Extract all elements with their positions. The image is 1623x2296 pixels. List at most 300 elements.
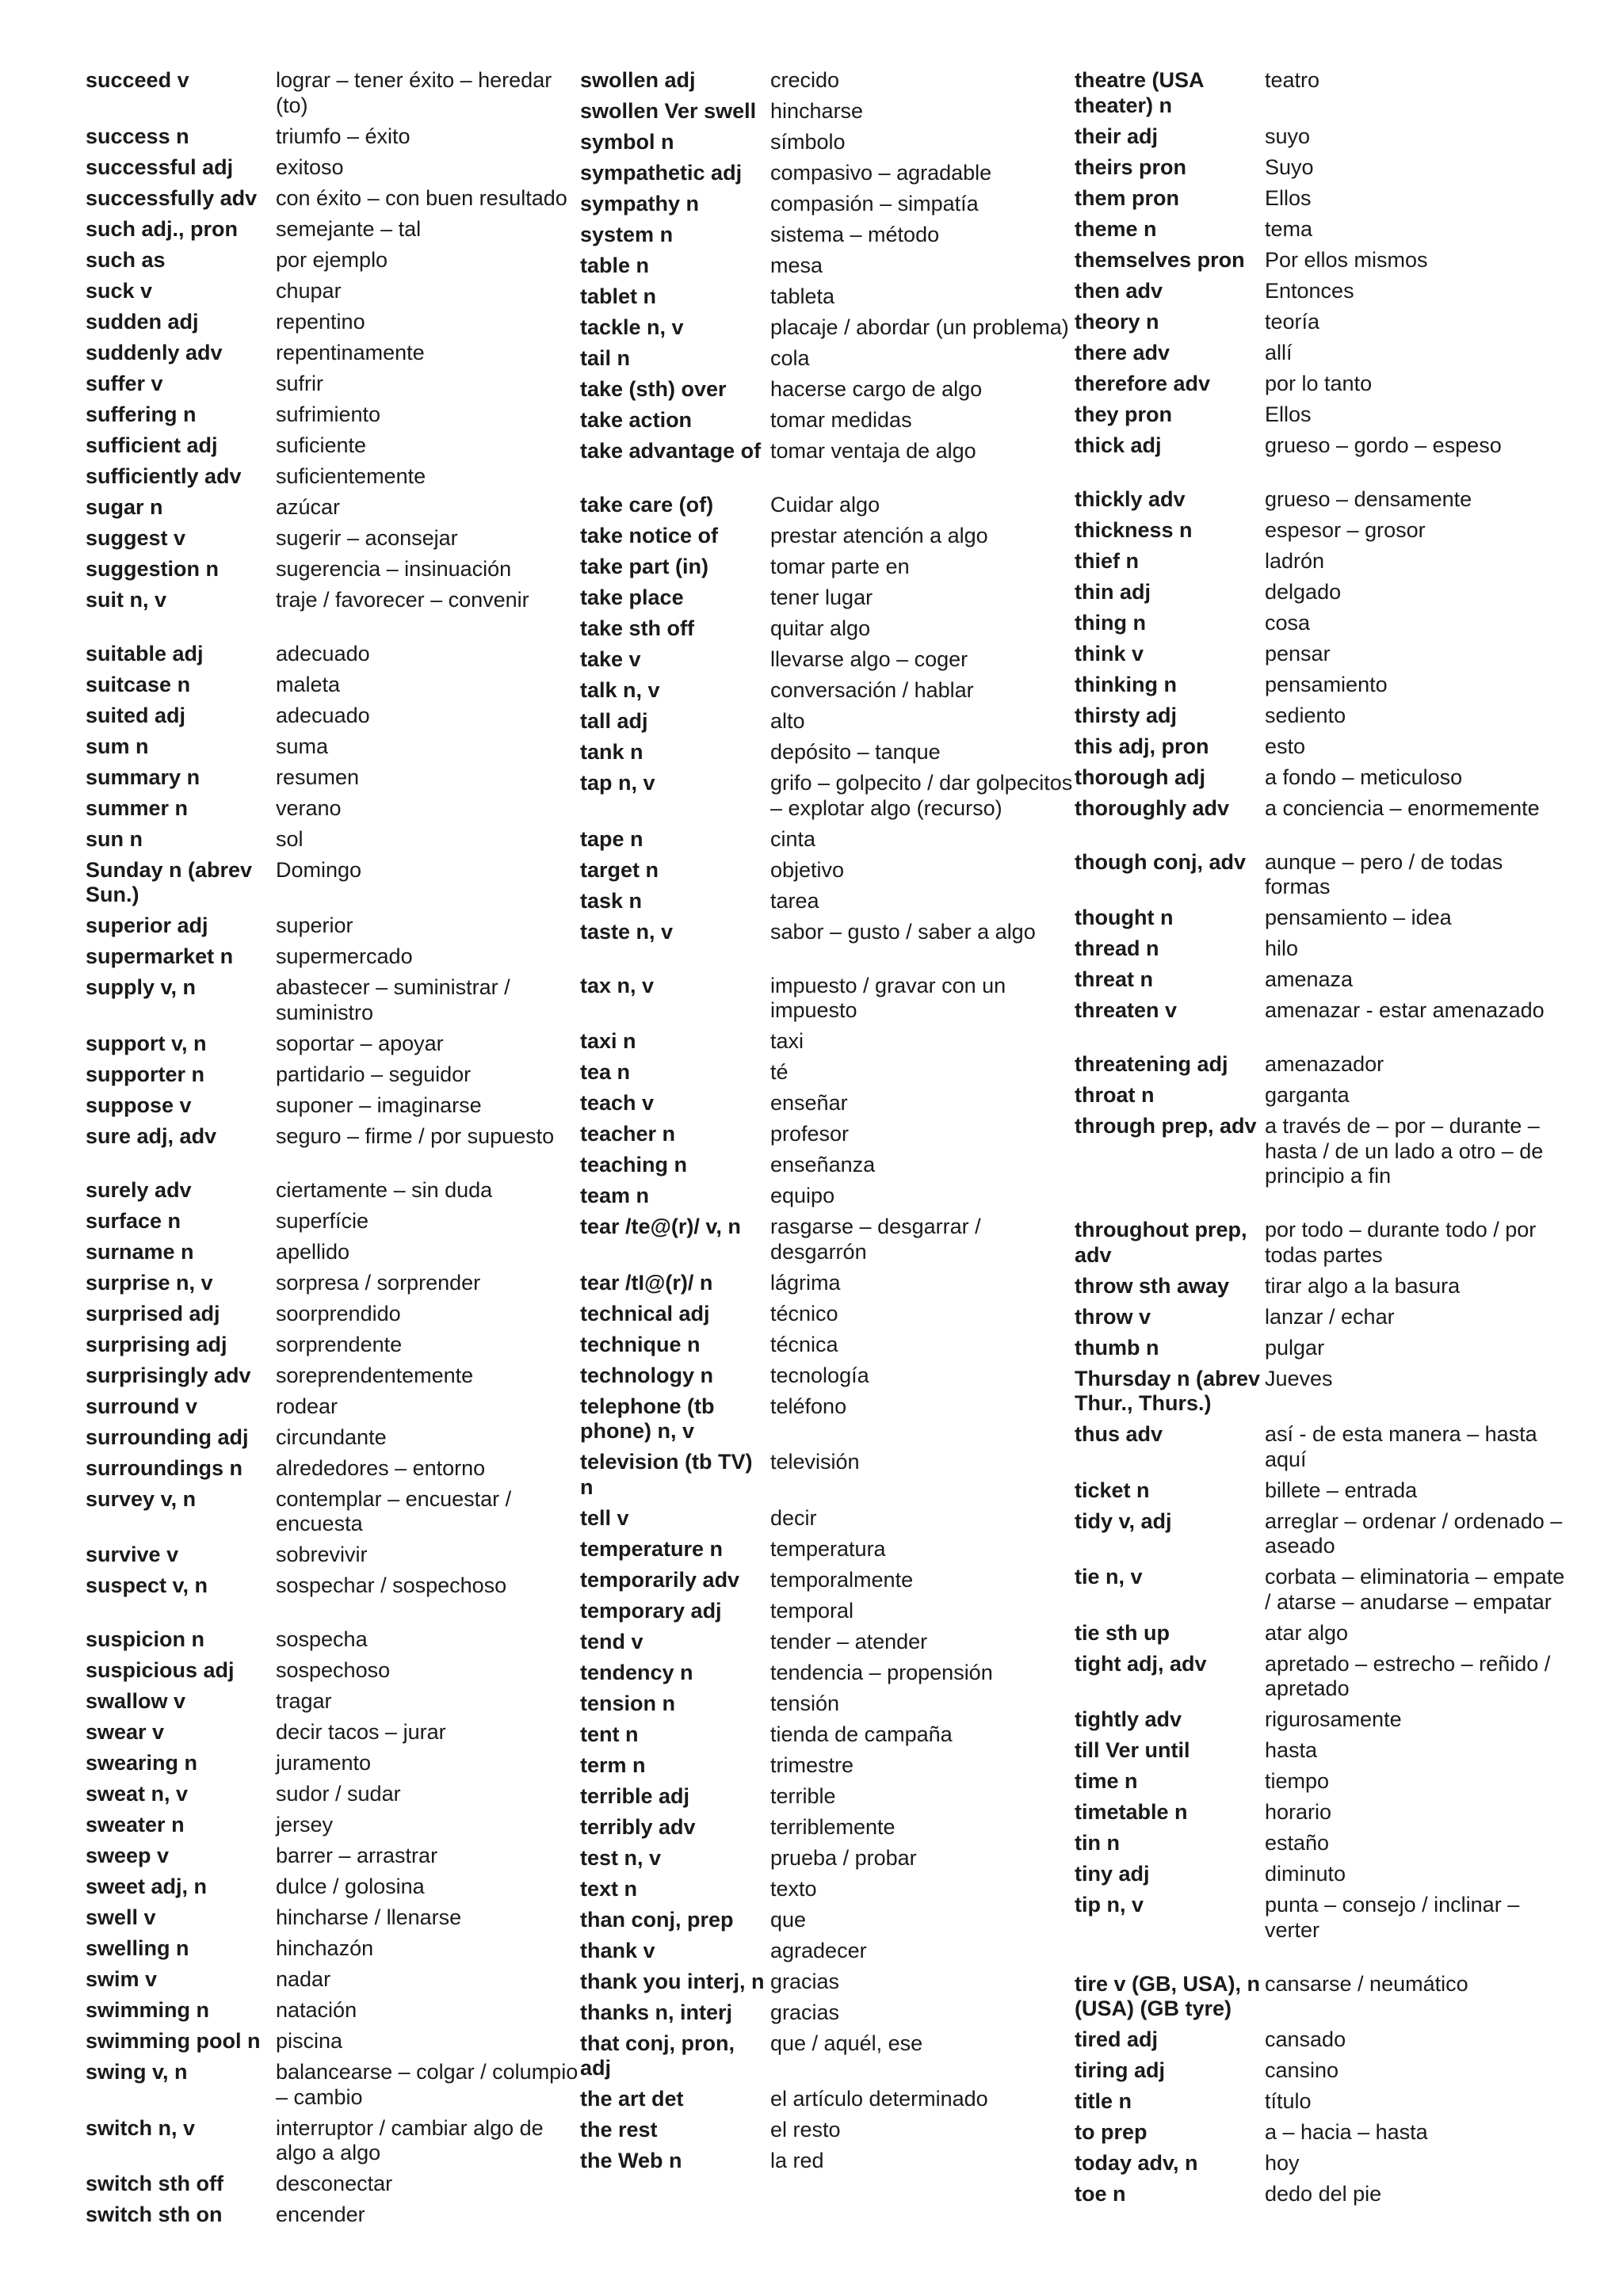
entry-translation: quitar algo (770, 616, 871, 640)
vocab-entry (86, 1627, 581, 1658)
entry-translation: soreprendentemente (276, 1363, 474, 1387)
entry-translation: espesor – grosor (1265, 517, 1426, 542)
entry-translation: placaje / abordar (un problema) (770, 315, 1069, 339)
entry-translation: aunque – pero / de todas formas (1265, 849, 1503, 898)
entry-translation: sistema – método (770, 223, 940, 246)
entry-term: tin n (1075, 1831, 1120, 1855)
entry-translation: amenazar - estar amenazado (1265, 998, 1545, 1022)
vocab-entry (1075, 1305, 1570, 1336)
entry-term: surprise n, v (86, 1270, 213, 1295)
entry-translation: encender (276, 2203, 365, 2226)
entry-translation: con éxito – con buen resultado (276, 185, 567, 210)
entry-term: theory n (1075, 309, 1159, 334)
entry-term: thickly adv (1075, 486, 1186, 511)
entry-term: them pron (1075, 185, 1179, 210)
entry-translation: hincharse / llenarse (276, 1905, 462, 1929)
entry-term: switch n, v (86, 2115, 196, 2140)
entry-translation: texto (770, 1876, 817, 1901)
entry-term: they pron (1075, 402, 1173, 426)
entry-translation: allí (1265, 340, 1293, 364)
entry-translation: suficiente (276, 433, 367, 457)
vocab-entry (1075, 1707, 1570, 1738)
entry-term: tablet n (580, 284, 657, 308)
entry-term: tiny adj (1075, 1862, 1150, 1886)
entry-term: teaching n (580, 1153, 688, 1177)
vocab-entry (1075, 765, 1570, 796)
entry-term: successful adj (86, 154, 234, 179)
entry-translation: garganta (1265, 1083, 1350, 1107)
entry-term: thing n (1075, 610, 1146, 635)
vocab-entry (86, 1967, 581, 1998)
entry-translation: grifo – golpecito / dar golpecitos – explotar algo (recurso) (770, 771, 1073, 820)
entry-translation: crecido (770, 68, 840, 92)
entry-translation: grueso – gordo – espeso (1265, 433, 1502, 457)
entry-term: taxi n (580, 1029, 636, 1053)
vocab-entry (1075, 518, 1570, 549)
entry-term: themselves pron (1075, 247, 1245, 272)
vocab-entry (580, 2118, 1075, 2149)
entry-term: tie n, v (1075, 1565, 1143, 1589)
entry-translation: natación (276, 1998, 357, 2022)
entry-translation: chupar (276, 278, 342, 303)
entry-translation: el resto (770, 2118, 841, 2142)
entry-term: temporary adj (580, 1598, 722, 1623)
entry-term: surprisingly adv (86, 1363, 251, 1387)
entry-translation: tienda de campaña (770, 1722, 953, 1746)
vocab-entry (86, 557, 581, 588)
entry-term: suitcase n (86, 672, 191, 696)
entry-term: temporarily adv (580, 1567, 740, 1592)
vocab-entry (86, 248, 581, 279)
entry-translation: lanzar / echar (1265, 1304, 1395, 1329)
entry-term: there adv (1075, 340, 1170, 364)
entry-translation: tomar medidas (770, 408, 912, 432)
entry-translation: soorprendido (276, 1301, 401, 1325)
entry-term: tear /tI@(r)/ n (580, 1270, 713, 1295)
vocab-entry (86, 341, 581, 372)
entry-translation: amenazador (1265, 1052, 1384, 1076)
entry-translation: tiempo (1265, 1769, 1330, 1793)
entry-term: the rest (580, 2118, 658, 2142)
entry-term: success n (86, 124, 189, 148)
entry-translation: exitoso (276, 154, 344, 179)
entry-term: summer n (86, 795, 189, 820)
entry-translation: gracias (770, 1969, 840, 1993)
entry-term: swimming n (86, 1998, 210, 2022)
entry-translation: suponer – imaginarse (276, 1093, 482, 1117)
entry-term: term n (580, 1753, 646, 1777)
vocab-entry (1075, 248, 1570, 279)
entry-translation: maleta (276, 672, 341, 696)
vocab-entry (86, 796, 581, 827)
entry-term: swollen Ver swell (580, 99, 757, 123)
vocab-entry (1075, 1218, 1570, 1274)
entry-translation: atar algo (1265, 1620, 1349, 1645)
entry-term: telephone (tb phone) n, v (580, 1394, 715, 1443)
entry-term: the art det (580, 2087, 684, 2111)
entry-translation: conversación / hablar (770, 678, 974, 702)
entry-term: supply v, n (86, 975, 197, 999)
entry-term: throw v (1075, 1304, 1151, 1329)
vocab-entry (86, 1062, 581, 1093)
entry-term: sweat n, v (86, 1782, 189, 1806)
vocab-entry (580, 1630, 1075, 1661)
entry-translation: sol (276, 826, 304, 851)
entry-term: supporter n (86, 1062, 205, 1086)
vocab-entry (86, 1178, 581, 1209)
vocab-entry (580, 284, 1075, 315)
vocab-entry (86, 858, 581, 914)
entry-term: suitable adj (86, 641, 204, 666)
entry-term: such as (86, 247, 166, 272)
vocab-entry (1075, 279, 1570, 310)
vocab-entry (580, 1568, 1075, 1599)
entry-term: throat n (1075, 1083, 1155, 1107)
entry-translation: tensión (770, 1691, 840, 1715)
entry-translation: nadar (276, 1967, 331, 1991)
vocab-entry (1075, 68, 1570, 124)
vocab-entry (580, 1661, 1075, 1691)
vocab-entry (580, 827, 1075, 858)
entry-translation: Domingo (276, 857, 362, 882)
entry-translation: corbata – eliminatoria – empate / atarse – anudarse – empatar (1265, 1565, 1565, 1614)
vocab-entry (580, 315, 1075, 346)
entry-term: time n (1075, 1769, 1138, 1793)
vocab-entry (580, 740, 1075, 771)
entry-term: supermarket n (86, 944, 234, 968)
entry-term: support v, n (86, 1031, 207, 1055)
vocab-entry (1075, 1052, 1570, 1083)
vocab-entry (580, 1846, 1075, 1877)
entry-translation: agradecer (770, 1938, 867, 1962)
entry-term: sympathetic adj (580, 161, 743, 185)
entry-term: thick adj (1075, 433, 1162, 457)
entry-term: team n (580, 1184, 650, 1207)
entry-term: till Ver until (1075, 1738, 1190, 1762)
entry-translation: cansarse / neumático (1265, 1971, 1468, 1996)
vocab-entry (580, 1939, 1075, 1970)
vocab-entry (580, 2087, 1075, 2118)
vocab-entry (86, 673, 581, 704)
entry-translation: estaño (1265, 1831, 1330, 1855)
entry-term: surface n (86, 1208, 181, 1233)
vocab-entry (580, 709, 1075, 740)
vocab-entry (86, 1240, 581, 1271)
entry-term: table n (580, 254, 650, 277)
entry-translation: circundante (276, 1425, 387, 1449)
vocab-entry (580, 555, 1075, 585)
entry-term: suddenly adv (86, 340, 223, 364)
entry-term: target n (580, 857, 659, 882)
vocab-entry (86, 495, 581, 526)
entry-term: surname n (86, 1239, 194, 1264)
vocab-entry (580, 1908, 1075, 1939)
entry-term: thread n (1075, 936, 1159, 960)
vocab-entry (580, 1970, 1075, 2000)
entry-translation: por todo – durante todo / por todas partes (1265, 1218, 1537, 1267)
entry-translation: apretado – estrecho – reñido / apretado (1265, 1651, 1551, 1700)
entry-translation: Entonces (1265, 278, 1354, 303)
entry-translation: piscina (276, 2029, 343, 2053)
vocab-entry (86, 1363, 581, 1394)
entry-term: superior adj (86, 913, 208, 937)
vocab-entry (580, 1060, 1075, 1091)
vocab-entry (580, 2149, 1075, 2180)
entry-term: sun n (86, 826, 143, 851)
vocab-entry (1075, 967, 1570, 998)
entry-term: tall adj (580, 709, 648, 733)
entry-term: test n, v (580, 1845, 662, 1870)
vocab-entry (580, 1184, 1075, 1215)
entry-term: surrounding adj (86, 1425, 249, 1449)
entry-translation: repentinamente (276, 340, 425, 364)
entry-translation: pulgar (1265, 1335, 1325, 1360)
vocab-entry (580, 1722, 1075, 1753)
vocab-entry (86, 526, 581, 557)
entry-term: then adv (1075, 278, 1163, 303)
vocab-entry (580, 1215, 1075, 1271)
vocab-entry (1075, 611, 1570, 642)
entry-term: swear v (86, 1720, 165, 1744)
vocab-entry (580, 192, 1075, 223)
entry-translation: tender – atender (770, 1629, 928, 1653)
entry-translation: gracias (770, 2000, 840, 2024)
vocab-entry (580, 1815, 1075, 1846)
entry-term: sure adj, adv (86, 1123, 217, 1148)
entry-term: technical adj (580, 1301, 710, 1325)
entry-translation: a través de – por – durante – hasta / de un lado a otro – de principio a fin (1265, 1114, 1544, 1188)
vocab-entry (86, 1093, 581, 1124)
entry-term: swell v (86, 1905, 156, 1929)
vocab-entry (86, 1032, 581, 1062)
entry-translation: apellido (276, 1239, 350, 1264)
vocab-entry (1075, 402, 1570, 433)
vocab-entry (580, 1153, 1075, 1184)
entry-term: take notice of (580, 524, 719, 547)
vocab-entry (1075, 186, 1570, 217)
entry-term: thinking n (1075, 672, 1177, 696)
vocab-entry (1075, 1800, 1570, 1831)
vocab-entry (580, 439, 1075, 470)
entry-translation: impuesto / gravar con un impuesto (770, 973, 1006, 1022)
vocab-entry (1075, 341, 1570, 372)
entry-term: that conj, pron, adj (580, 2031, 735, 2080)
entry-translation: Cuidar algo (770, 493, 880, 517)
entry-translation: pensar (1265, 641, 1331, 666)
entry-translation: alrededores – entorno (276, 1455, 486, 1480)
entry-term: tax n, v (580, 973, 655, 997)
entry-term: sympathy n (580, 192, 700, 215)
entry-translation: terriblemente (770, 1814, 896, 1839)
entry-translation: temporal (770, 1598, 854, 1623)
vocab-entry (1075, 155, 1570, 186)
entry-translation: sospechar / sospechoso (276, 1573, 507, 1597)
entry-term: sweater n (86, 1813, 185, 1836)
vocab-entry (1075, 906, 1570, 936)
vocab-entry (1075, 673, 1570, 704)
entry-term: sufficient adj (86, 433, 218, 457)
entry-term: take v (580, 647, 641, 671)
vocab-entry (86, 642, 581, 673)
entry-translation: título (1265, 2089, 1312, 2113)
vocab-entry (580, 377, 1075, 408)
vocab-entry (86, 1720, 581, 1751)
entry-term: switch sth on (86, 2203, 223, 2226)
vocab-entry (1075, 1738, 1570, 1769)
vocab-entry (580, 1691, 1075, 1722)
vocab-entry (86, 1271, 581, 1302)
vocab-entry (580, 161, 1075, 192)
vocab-entry (1075, 850, 1570, 906)
entry-term: suggest v (86, 525, 186, 550)
entry-term: take care (of) (580, 493, 714, 517)
entry-translation: tirar algo a la basura (1265, 1273, 1461, 1298)
vocab-entry (1075, 124, 1570, 155)
vocab-entry (580, 1450, 1075, 1506)
entry-translation: traje / favorecer – convenir (276, 587, 529, 612)
vocab-entry (1075, 998, 1570, 1029)
entry-term: take sth off (580, 616, 695, 640)
entry-translation: balancearse – colgar / columpio – cambio (276, 2060, 579, 2109)
vocab-entry (86, 2116, 581, 2172)
entry-term: thorough adj (1075, 765, 1205, 789)
entry-translation: verano (276, 795, 342, 820)
entry-translation: lograr – tener éxito – heredar (to) (276, 68, 552, 117)
entry-term: thank v (580, 1938, 655, 1962)
entry-translation: tener lugar (770, 585, 873, 609)
entry-term: take action (580, 408, 693, 432)
vocab-entry (1075, 1274, 1570, 1305)
vocab-entry (1075, 549, 1570, 580)
entry-translation: sugerencia – insinuación (276, 556, 512, 581)
entry-translation: sobrevivir (276, 1543, 368, 1566)
entry-translation: sospechoso (276, 1658, 391, 1682)
vocab-entry (580, 858, 1075, 889)
entry-translation: técnica (770, 1332, 838, 1356)
vocab-entry (580, 99, 1075, 130)
entry-translation: hacerse cargo de algo (770, 377, 983, 401)
vocab-entry (1075, 2182, 1570, 2213)
entry-translation: suma (276, 734, 329, 758)
entry-translation: sorpresa / sorprender (276, 1270, 481, 1295)
entry-term: take advantage of (580, 439, 762, 463)
vocab-entry (86, 588, 581, 619)
entry-term: switch sth off (86, 2172, 223, 2195)
vocab-entry (580, 1599, 1075, 1630)
entry-translation: Por ellos mismos (1265, 247, 1428, 272)
vocab-entry (86, 1751, 581, 1782)
entry-translation: Suyo (1265, 154, 1314, 179)
vocab-entry (86, 124, 581, 155)
entry-term: suspect v, n (86, 1573, 208, 1597)
vocab-entry (86, 1936, 581, 1967)
entry-translation: Ellos (1265, 402, 1312, 426)
entry-translation: grueso – densamente (1265, 486, 1472, 511)
vocab-entry (86, 1456, 581, 1487)
vocab-entry (86, 402, 581, 433)
entry-translation: tomar parte en (770, 555, 910, 578)
entry-translation: cosa (1265, 610, 1311, 635)
entry-translation: a – hacia – hasta (1265, 2120, 1428, 2144)
entry-translation: soportar – apoyar (276, 1031, 444, 1055)
entry-translation: dedo del pie (1265, 2182, 1382, 2206)
entry-translation: sospecha (276, 1627, 368, 1651)
vocab-entry (1075, 2151, 1570, 2182)
entry-translation: trimestre (770, 1753, 854, 1777)
vocab-entry (1075, 1769, 1570, 1800)
entry-term: talk n, v (580, 678, 660, 702)
vocab-entry (580, 346, 1075, 377)
entry-term: survive v (86, 1543, 179, 1566)
entry-term: threat n (1075, 967, 1154, 991)
entry-term: suggestion n (86, 556, 219, 581)
vocab-entry (1075, 487, 1570, 518)
entry-term: tired adj (1075, 2027, 1159, 2051)
entry-term: this adj, pron (1075, 734, 1209, 758)
entry-translation: tomar ventaja de algo (770, 439, 976, 463)
vocab-entry (1075, 217, 1570, 248)
vocab-entry (86, 2172, 581, 2203)
entry-term: tape n (580, 826, 643, 851)
entry-term: take (sth) over (580, 377, 727, 401)
entry-term: take place (580, 585, 684, 609)
entry-translation: cansado (1265, 2027, 1346, 2051)
entry-translation: tarea (770, 888, 819, 913)
vocab-entry (1075, 1652, 1570, 1708)
vocab-entry (1075, 704, 1570, 734)
vocab-entry (580, 585, 1075, 616)
entry-translation: sabor – gusto / saber a algo (770, 919, 1036, 944)
entry-term: therefore adv (1075, 371, 1211, 395)
entry-translation: llevarse algo – coger (770, 647, 968, 671)
vocab-entry (580, 678, 1075, 709)
entry-translation: abastecer – suministrar / suministro (276, 975, 510, 1024)
entry-translation: superfície (276, 1208, 369, 1233)
entry-term: swimming pool n (86, 2029, 261, 2053)
vocab-entry (1075, 1621, 1570, 1652)
entry-term: suck v (86, 278, 153, 303)
entry-translation: que / aquél, ese (770, 2031, 923, 2055)
vocab-column-1 (86, 68, 581, 2233)
vocab-entry (1075, 372, 1570, 402)
vocab-entry (86, 279, 581, 310)
entry-term: today adv, n (1075, 2151, 1198, 2175)
entry-term: throughout prep, adv (1075, 1218, 1247, 1267)
entry-term: thanks n, interj (580, 2000, 733, 2024)
entry-term: summary n (86, 765, 200, 789)
entry-term: tent n (580, 1722, 639, 1746)
vocab-entry (86, 1394, 581, 1425)
entry-translation: hilo (1265, 936, 1299, 960)
vocab-entry (580, 920, 1075, 951)
entry-translation: compasivo – agradable (770, 161, 992, 185)
entry-translation: juramento (276, 1751, 372, 1775)
vocab-entry (580, 493, 1075, 524)
entry-translation: té (770, 1060, 789, 1084)
vocab-entry (580, 1753, 1075, 1784)
vocab-entry (86, 1689, 581, 1720)
vocab-entry (86, 2203, 581, 2233)
entry-translation: azúcar (276, 494, 341, 519)
entry-translation: rodear (276, 1394, 338, 1418)
vocab-entry (86, 372, 581, 402)
entry-translation: tendencia – propensión (770, 1660, 993, 1684)
entry-translation: profesor (770, 1122, 850, 1146)
entry-translation: teoría (1265, 309, 1320, 334)
entry-term: sweep v (86, 1844, 170, 1867)
entry-term: tap n, v (580, 771, 655, 795)
entry-term: terribly adv (580, 1814, 696, 1839)
